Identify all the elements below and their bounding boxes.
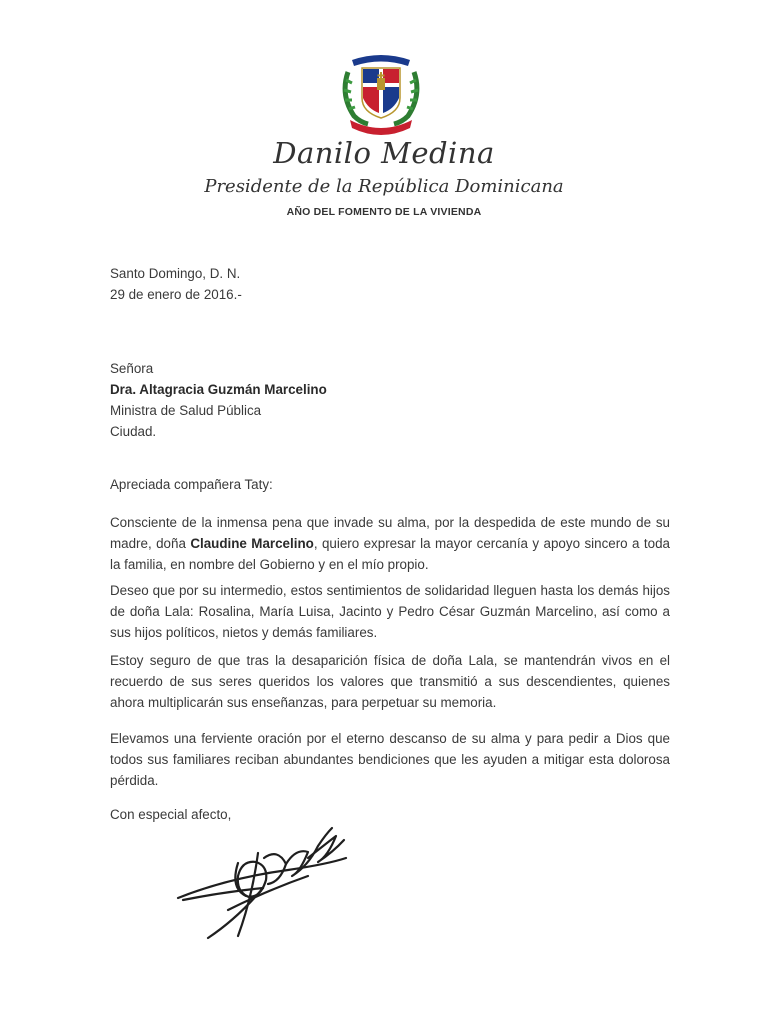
place-text: Santo Domingo, D. N. <box>110 266 241 281</box>
letterhead-motto: AÑO DEL FOMENTO DE LA VIVIENDA <box>286 206 482 218</box>
paragraph-1 <box>110 512 670 575</box>
paragraph-2: Deseo que por su intermedio, estos sentimientos de solidaridad lleguen hasta los demás hijos de doña Lala: Rosalina, María Luisa, Jacinto y Pedro César Guzmán Marcelino, así como a sus hijos políticos, nietos y demás familiares. <box>110 583 670 640</box>
place-date-block <box>110 263 670 305</box>
letterhead-name: Danilo Medina <box>273 136 495 170</box>
greeting-block <box>110 474 670 495</box>
date-text: 29 de enero de 2016.- <box>110 287 242 302</box>
recipient-title: Señora <box>110 361 154 376</box>
handwritten-signature-icon <box>168 818 358 948</box>
recipient-city: Ciudad. <box>110 424 157 439</box>
coat-of-arms-icon <box>338 50 424 136</box>
paragraph-3: Estoy seguro de que tras la desaparición física de doña Lala, se mantendrán vivos en el recuerdo de sus seres queridos los valores que transmitió a sus descendientes, quienes ahora multiplicarán sus enseñanzas, para perpetuar su memoria. <box>110 653 670 710</box>
recipient-position: Ministra de Salud Pública <box>110 403 262 418</box>
greeting-text: Apreciada compañera Taty: <box>110 477 273 492</box>
recipient-block <box>110 358 670 442</box>
letterhead-title: Presidente de la República Dominicana <box>204 176 564 197</box>
recipient-name: Dra. Altagracia Guzmán Marcelino <box>110 382 327 397</box>
paragraph-1-end: , quiero expresar la mayor cercanía y apoyo sincero a toda la familia, en nombre del Gobierno y en el mío propio. <box>110 536 670 572</box>
paragraph-1-start: Consciente de la inmensa pena que invade su alma, por la despedida de este mundo de su madre, doña <box>110 515 670 551</box>
deceased-name: Claudine Marcelino <box>190 536 314 551</box>
closing-text: Con especial afecto, <box>110 807 232 822</box>
paragraph-4: Elevamos una ferviente oración por el eterno descanso de su alma y para pedir a Dios que todos sus familiares reciban abundantes bendiciones que les ayuden a mitigar esta dolorosa pérdida. <box>110 731 670 788</box>
